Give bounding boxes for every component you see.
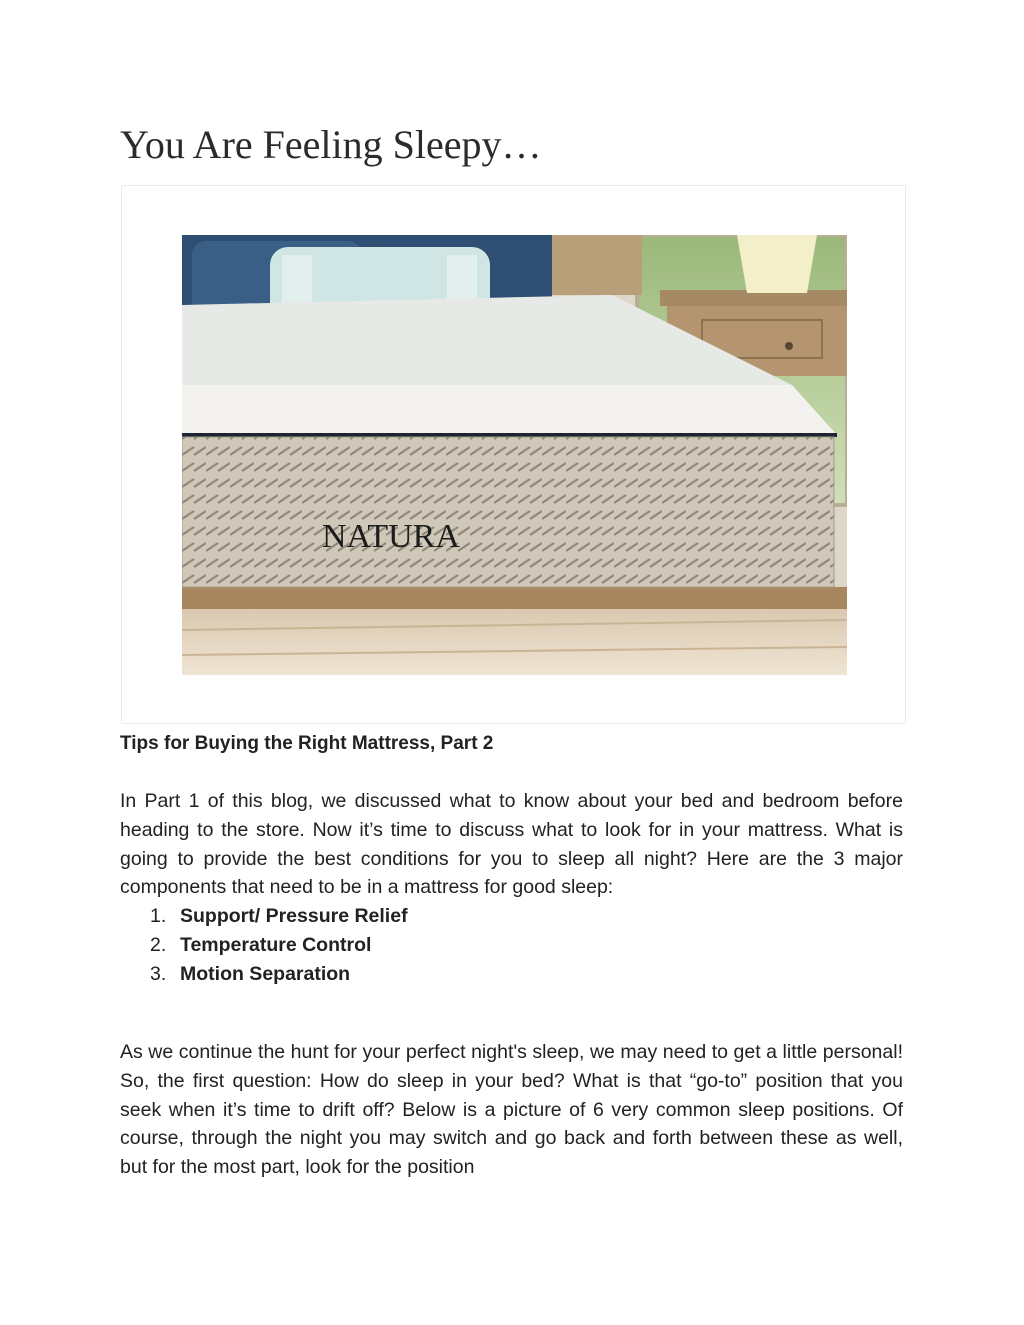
- body-paragraph: As we continue the hunt for your perfect night's sleep, we may need to get a little personal! So, the first question: How do sleep in your bed? What is that “go-to” position that you seek when it’s time to drift off? Below is a picture of 6 very common sleep positions. Of course, through the night you may switch and go back and forth between these as well, but for the most part, look for the position: [120, 1041, 903, 1179]
- figure-frame: [121, 185, 906, 724]
- mattress-photo: [182, 235, 847, 675]
- list-item: [120, 902, 408, 931]
- list-item-number: 3.: [150, 962, 167, 985]
- intro-paragraph: In Part 1 of this blog, we discussed what to know about your bed and bedroom before heading to the store. Now it’s time to discuss what to look for in your mattress. What is going to provide the best conditions for you to sleep all night? Here are the 3 major components that need to be in a mattress for good sleep:: [120, 790, 903, 899]
- brand-label: NATURA: [322, 518, 460, 555]
- list-item-text: Temperature Control: [180, 933, 372, 956]
- list-item-number: 1.: [150, 905, 167, 927]
- list-item-number: 2.: [150, 933, 167, 956]
- list-item-text: Motion Separation: [180, 962, 351, 985]
- components-list: [120, 902, 408, 988]
- list-item: [120, 960, 408, 989]
- list-item: [120, 931, 408, 960]
- list-item-text: Support/ Pressure Relief: [180, 905, 408, 927]
- page-title: You Are Feeling Sleepy…: [120, 122, 542, 167]
- section-subheading: Tips for Buying the Right Mattress, Part 2: [120, 733, 494, 754]
